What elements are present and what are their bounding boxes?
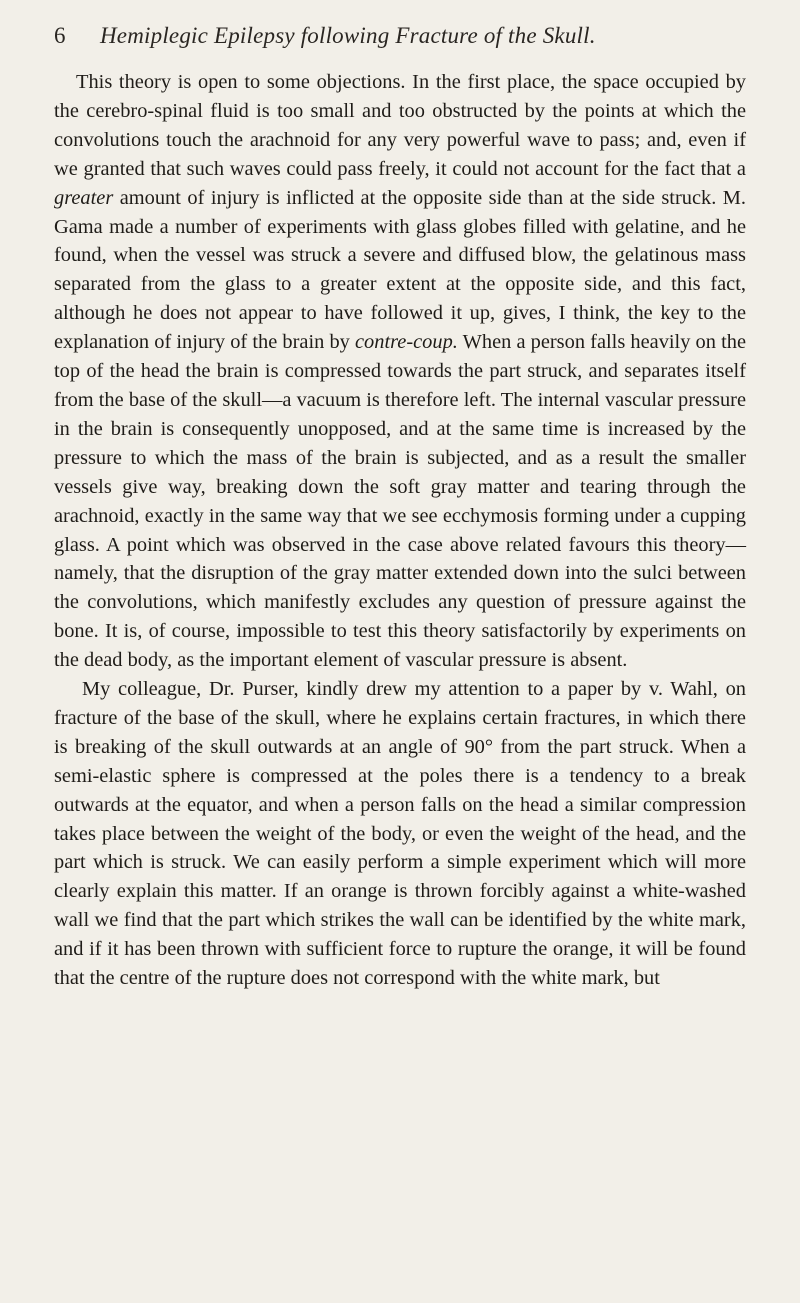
emphasis-greater: greater [54,186,114,209]
body-text [54,68,746,993]
running-title: Hemiplegic Epilepsy following Fracture of the Skull. [100,23,596,48]
emphasis-contre-coup: contre-coup. [355,331,458,354]
paragraph-1-part-3: When a person falls heavily on the top of the head the brain is compressed towards the part struck, and separates itself from the base of the skull—a vacuum is therefore left. The internal vascular pressure in the brain is consequently unopposed, and at the same time is increased by the pressure to which the mass of the brain is subjected, and as a result the smaller vessels give way, breaking down the soft gray matter and tearing through the arachnoid, exactly in the same way that we see ecchymosis forming under a cupping glass. A point which was observed in the case above related favours this theory—namely, that the disruption of the gray matter extended down into the sulci between the convolutions, which manifestly excludes any question of pressure against the bone. It is, of course, impossible to test this theory satisfactorily by experiments on the dead body, as the important element of vascular pressure is absent. [54,331,747,672]
page-number: 6 [54,23,66,48]
paragraph-2: My colleague, Dr. Purser, kindly drew my attention to a paper by v. Wahl, on fracture of the base of the skull, where he explains certain fractures, in which there is breaking of the skull outwards at an angle of 90° from the part struck. When a semi-elastic sphere is compressed at the poles there is a tendency to a break outwards at the equator, and when a person falls on the head a similar compression takes place between the weight of the body, or even the weight of the head, and the part which is struck. We can easily perform a simple experiment which will more clearly explain this matter. If an orange is thrown forcibly against a white-washed wall we find that the part which strikes the wall can be identified by the white mark, and if it has been thrown with sufficient force to rupture the orange, it will be found that the centre of the rupture does not correspond with the white mark, but [54,678,746,990]
running-head [54,24,746,68]
paragraph-1-part-1: This theory is open to some objections. In the first place, the space occupied by the cerebro-spinal fluid is too small and too obstructed by the points at which the convolutions touch the arachnoid for any very powerful wave to pass; and, even if we granted that such waves could pass freely, it could not account for the fact that a [54,71,746,180]
paragraph-1 [54,68,746,675]
paragraph-1-part-2: amount of injury is inflicted at the opposite side than at the side struck. M. Gama made a number of experiments with glass globes filled with gelatine, and he found, when the vessel was struck a severe and diffused blow, the gelatinous mass separated from the glass to a greater extent at the opposite side, and this fact, although he does not appear to have followed it up, gives, I think, the key to the explanation of injury of the brain by [54,186,746,354]
